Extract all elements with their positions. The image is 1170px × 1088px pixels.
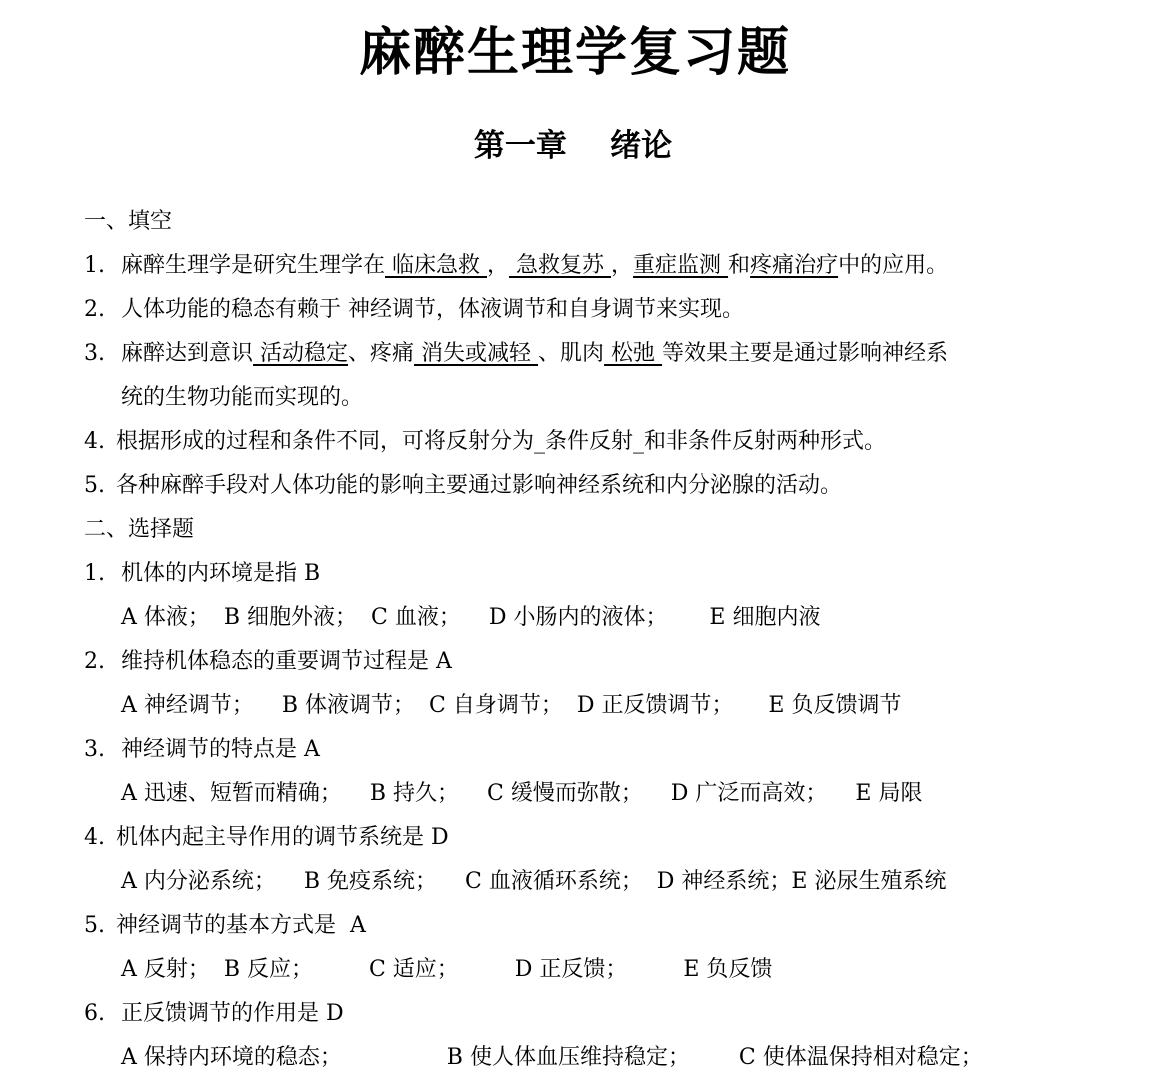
chapter-heading: 第一章 绪论 xyxy=(473,128,673,164)
choice-question-2 xyxy=(84,640,1084,684)
answer-blank: 活动稳定 xyxy=(253,341,349,366)
choice-question-6 xyxy=(84,992,1084,1036)
fill-in-question-3 xyxy=(84,332,1084,376)
question-number: 2. xyxy=(84,649,105,674)
question-text: 麻醉生理学是研究生理学在 xyxy=(121,253,386,278)
choice-question-1 xyxy=(84,552,1084,596)
question-text: 等效果主要是通过影响神经系 xyxy=(662,341,949,366)
question-number: 3. xyxy=(84,737,105,762)
question-number: 5. xyxy=(84,473,105,498)
choice-options-4: A 内分泌系统； B 免疫系统； C 血液循环系统； D 神经系统；E 泌尿生殖系统 xyxy=(121,869,947,894)
question-text: 神经调节的特点是 A xyxy=(121,737,320,762)
question-text: 和 xyxy=(728,253,751,278)
section-heading-multiple-choice: 二、选择题 xyxy=(84,517,195,542)
fill-in-question-5 xyxy=(84,464,1084,508)
question-number: 5. xyxy=(84,913,105,938)
answer-blank: 急救复苏 xyxy=(509,253,612,278)
question-number: 4. xyxy=(84,429,105,454)
question-text: 各种麻醉手段对人体功能的影响主要通过影响神经系统和内分泌腺的活动。 xyxy=(116,473,843,498)
choice-options-1: A 体液； B 细胞外液； C 血液； D 小肠内的液体； E 细胞内液 xyxy=(121,605,821,630)
document-title: 麻醉生理学复习题 xyxy=(358,22,791,83)
fill-in-question-1 xyxy=(84,244,1084,288)
question-text: 维持机体稳态的重要调节过程是 A xyxy=(121,649,452,674)
question-number: 1. xyxy=(84,253,105,278)
answer-blank: 松弛 xyxy=(604,341,663,366)
question-number: 4. xyxy=(84,825,105,850)
question-number: 2. xyxy=(84,297,105,322)
question-text: 人体功能的稳态有赖于 神经调节，体液调节和自身调节来实现。 xyxy=(121,297,744,322)
fill-in-question-3-continued: 统的生物功能而实现的。 xyxy=(121,385,364,410)
fill-in-question-4 xyxy=(84,420,1084,464)
choice-options-6: A 保持内环境的稳态； B 使人体血压维持稳定； C 使体温保持相对稳定； xyxy=(121,1045,983,1070)
answer-blank: 消失或减轻 xyxy=(414,341,539,366)
answer-blank: 疼痛治疗 xyxy=(750,253,839,278)
question-text: 中的应用。 xyxy=(838,253,949,278)
question-text: 机体的内环境是指 B xyxy=(121,561,321,586)
choice-options-2: A 神经调节； B 体液调节； C 自身调节； D 正反馈调节； E 负反馈调节 xyxy=(121,693,902,718)
choice-question-4 xyxy=(84,816,1084,860)
question-text: 、肌肉 xyxy=(538,341,605,366)
fill-in-question-2 xyxy=(84,288,1084,332)
question-text: 机体内起主导作用的调节系统是 D xyxy=(116,825,449,850)
question-text: 、疼痛 xyxy=(348,341,415,366)
choice-options-3: A 迅速、短暂而精确； B 持久； C 缓慢而弥散； D 广泛而高效； E 局限 xyxy=(121,781,923,806)
choice-options-5: A 反射； B 反应； C 适应； D 正反馈； E 负反馈 xyxy=(121,957,773,982)
question-number: 1. xyxy=(84,561,105,586)
section-heading-fill-in: 一、填空 xyxy=(84,209,173,234)
question-text: 根据形成的过程和条件不同，可将反射分为_条件反射_和非条件反射两种形式。 xyxy=(116,429,887,454)
answer-blank: 重症监测 xyxy=(633,253,729,278)
question-text: 神经调节的基本方式是 A xyxy=(116,913,366,938)
document-body xyxy=(84,200,1084,1080)
question-text: ， xyxy=(487,253,510,278)
question-number: 3. xyxy=(84,341,105,366)
choice-question-5 xyxy=(84,904,1084,948)
answer-blank: 临床急救 xyxy=(385,253,488,278)
choice-question-3 xyxy=(84,728,1084,772)
question-number: 6. xyxy=(84,1001,105,1026)
question-text: 麻醉达到意识 xyxy=(121,341,254,366)
question-text: ， xyxy=(611,253,634,278)
question-text: 正反馈调节的作用是 D xyxy=(121,1001,344,1026)
